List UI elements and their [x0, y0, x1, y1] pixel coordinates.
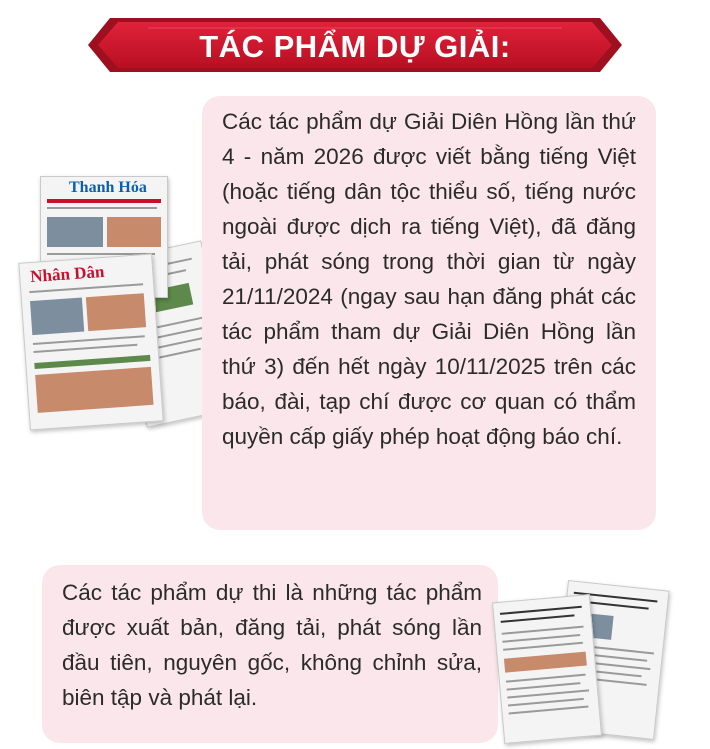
title-banner [88, 12, 622, 78]
originality-box [42, 565, 498, 743]
entry-period-text: Các tác phẩm dự Giải Diên Hồng lần thứ 4 - năm 2026 được viết bằng tiếng Việt (hoặc tiếng dân tộc thiểu số, tiếng nước ngoài được dịch ra tiếng Việt), đã đăng tải, phát sóng trong thời gian từ ngày 21/11/2024 (ngay sau hạn đăng phát các tác phẩm tham dự Giải Diên Hồng lần thứ 3) đến hết ngày 10/11/2025 trên các báo, đài, tạp chí được cơ quan có thẩm quyền cấp giấy phép hoạt động báo chí. [222, 109, 636, 449]
page-title: TÁC PHẨM DỰ GIẢI: [199, 29, 511, 64]
entry-period-box [202, 96, 656, 530]
newspaper-front-right [492, 594, 602, 744]
newspaper-nhan-dan [18, 254, 163, 431]
masthead-thanh-hoa: Thanh Hóa [69, 179, 147, 196]
masthead-nhan-dan: Nhân Dân [29, 261, 105, 287]
originality-text: Các tác phẩm dự thi là những tác phẩm được xuất bản, đăng tải, phát sóng lần đầu tiên, nguyên gốc, không chỉnh sửa, biên tập và phát lại. [62, 580, 482, 710]
